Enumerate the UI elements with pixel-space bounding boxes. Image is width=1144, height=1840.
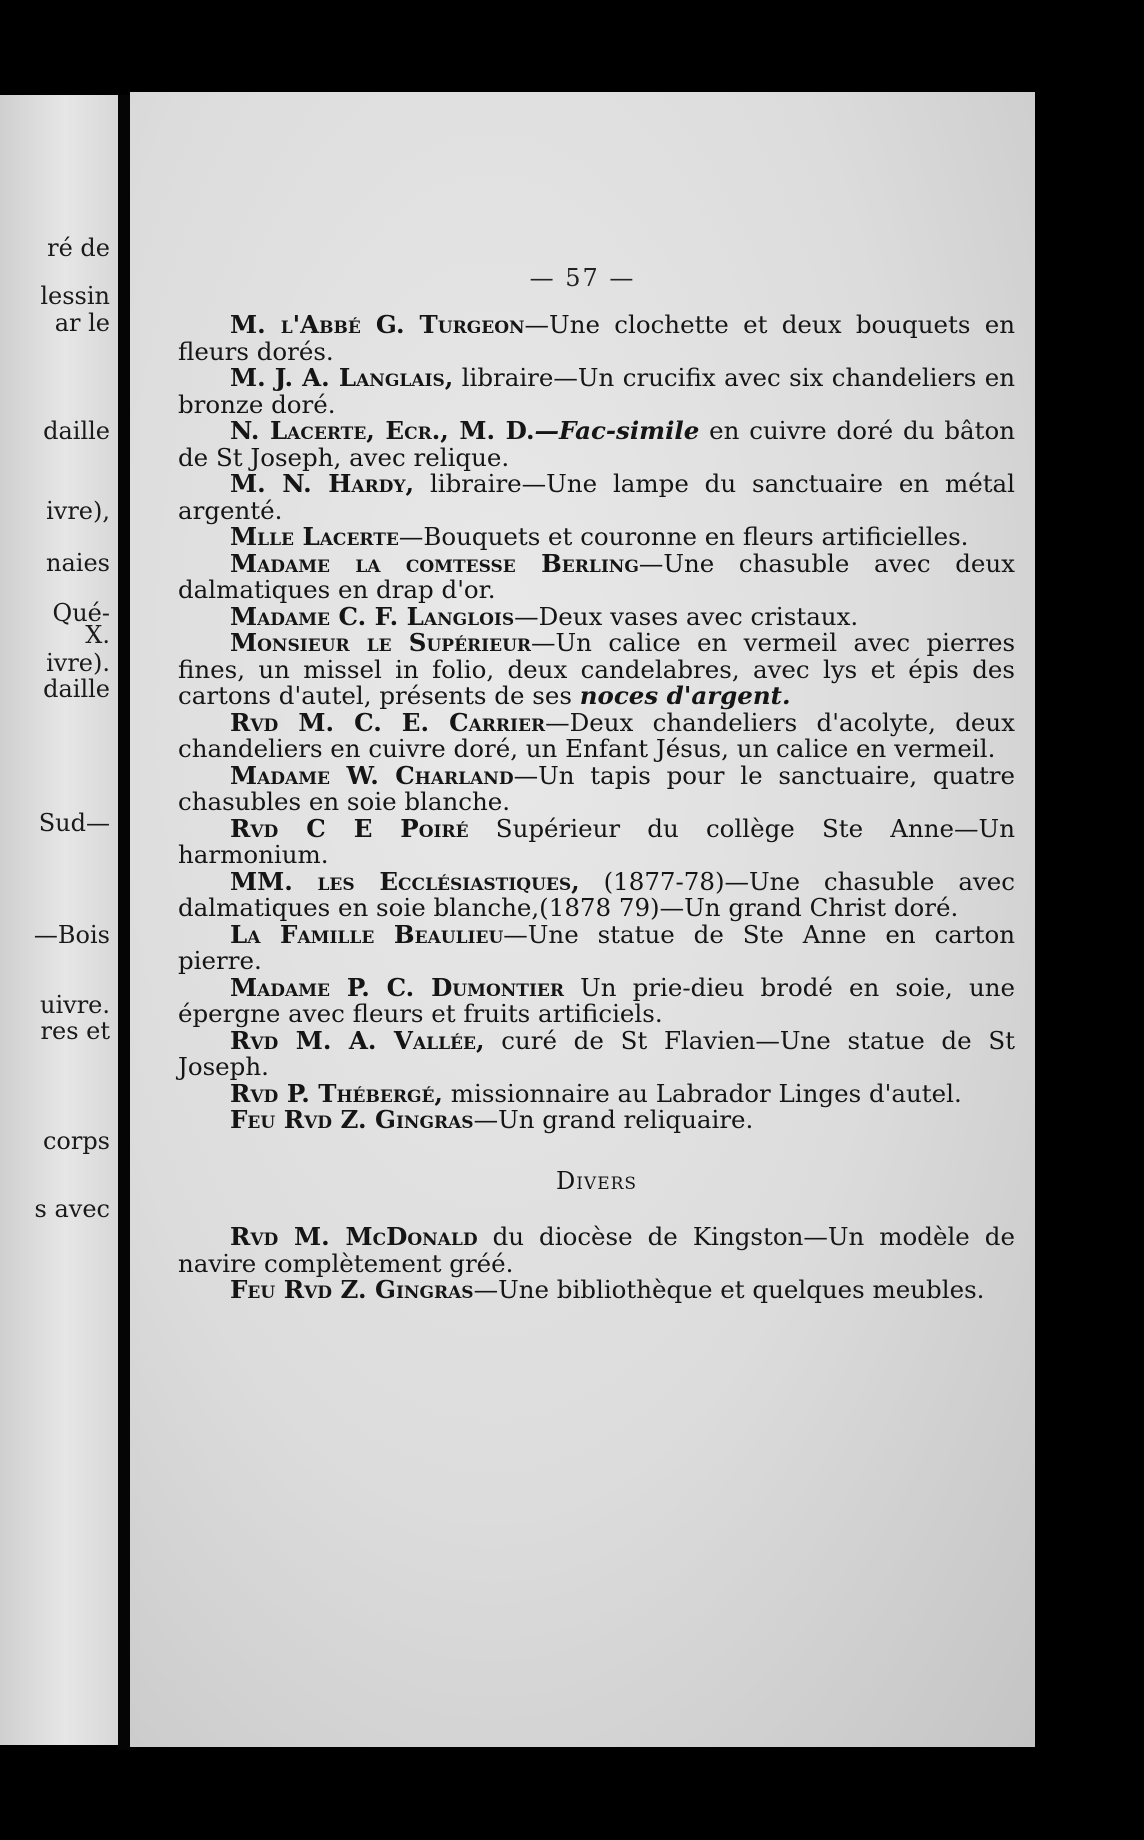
donation-entry xyxy=(178,1277,1015,1304)
donation-text: Un prie-dieu brodé en soie, une épergne avec fleurs et fruits artificiels. xyxy=(178,972,1015,1028)
donation-text: —Deux vases avec cristaux. xyxy=(514,601,859,631)
donation-text: —Une statue de Ste Anne en carton pierre. xyxy=(178,919,1015,975)
donation-entry xyxy=(178,707,1015,763)
donor-name: MM. les Ecclésiastiques, xyxy=(230,866,580,896)
left-page-margin xyxy=(0,95,118,1745)
page-gutter xyxy=(118,95,130,1750)
donation-entry xyxy=(178,760,1016,816)
donation-entry xyxy=(178,418,1015,471)
donor-name: Mlle Lacerte xyxy=(230,522,399,551)
donation-text: —Bouquets et couronne en fleurs artificielles. xyxy=(398,522,969,551)
donor-name: Madame W. Charland xyxy=(230,760,514,790)
donor-name: Rvd M. McDonald xyxy=(230,1222,478,1251)
donation-entry xyxy=(178,1078,1015,1108)
donor-name: Rvd M. C. E. Carrier xyxy=(230,707,546,737)
donation-entry xyxy=(178,1025,1015,1081)
donation-entry xyxy=(178,312,1015,365)
left-page-fragment: —Bois xyxy=(33,921,110,949)
left-page-fragment: s avec xyxy=(34,1195,110,1223)
donation-text: (1877-78)—Une chasuble avec dalmatiques en soie blanche,(1878 79)—Un grand Christ doré. xyxy=(178,866,1015,922)
donation-entry xyxy=(178,919,1015,975)
text-block xyxy=(178,312,1015,1304)
donation-text: Supérieur du collège Ste Anne—Un harmonium. xyxy=(178,813,1015,869)
document-page xyxy=(130,92,1035,1747)
left-page-fragment: daille xyxy=(43,675,110,703)
donation-entry xyxy=(178,365,1015,418)
divers-list xyxy=(178,1224,1015,1304)
donation-text: du diocèse de Kingston—Un modèle de navire complètement gréé. xyxy=(178,1222,1015,1278)
donation-entry xyxy=(178,524,1015,551)
donation-text: —Une chasuble avec deux dalmatiques en drap d'or. xyxy=(178,548,1015,604)
donation-text: missionnaire au Labrador Linges d'autel. xyxy=(442,1078,962,1108)
donor-name: Madame C. F. Langlois xyxy=(230,601,515,631)
donation-text: —Un grand reliquaire. xyxy=(473,1105,754,1134)
donation-entry xyxy=(178,866,1015,922)
donor-name: Madame la comtesse Berling xyxy=(230,548,639,578)
left-page-fragment: Sud— xyxy=(38,809,110,837)
donation-text: —Un tapis pour le sanctuaire, quatre chasubles en soie blanche. xyxy=(178,760,1016,816)
donor-name: Feu Rvd Z. Gingras xyxy=(230,1275,474,1304)
donation-list xyxy=(178,312,1015,1134)
left-page-fragment: ivre). xyxy=(46,649,110,677)
donor-name: Rvd P. Thébergé, xyxy=(230,1078,443,1108)
donation-entry xyxy=(178,1107,1015,1134)
italic-text: —Fac-simile xyxy=(534,416,700,445)
left-page-fragment: corps xyxy=(42,1127,110,1155)
donor-name: M. N. Hardy, xyxy=(230,469,415,498)
donor-name: La Famille Beaulieu xyxy=(230,919,504,949)
donation-entry xyxy=(178,813,1015,869)
donation-text: —Une bibliothèque et quelques meubles. xyxy=(473,1275,985,1304)
italic-text: noces d'argent. xyxy=(579,681,791,710)
donor-name: Madame P. C. Dumontier xyxy=(230,972,564,1002)
left-page-fragment: naies xyxy=(46,549,110,577)
left-page-fragment: lessin xyxy=(40,282,110,310)
donation-text: curé de St Flavien—Une statue de St Joseph. xyxy=(178,1025,1015,1081)
donation-entry xyxy=(178,601,1015,631)
donation-text: —Un calice en vermeil avec pierres fines, un missel in folio, deux candelabres, avec lys et épis des cartons d'autel, présents de ses xyxy=(178,628,1016,710)
left-page-fragment: daille xyxy=(43,417,110,445)
donation-entry xyxy=(178,548,1015,604)
donor-name: N. Lacerte, Ecr., M. D. xyxy=(230,416,535,445)
left-page-fragment: uivre. xyxy=(40,991,110,1019)
left-page-fragment: X. xyxy=(85,621,110,649)
donation-text: libraire—Une lampe du sanctuaire en métal argenté. xyxy=(178,469,1015,525)
donor-name: Rvd C E Poiré xyxy=(230,813,469,843)
donation-text: en cuivre doré du bâton de St Joseph, avec relique. xyxy=(178,416,1015,472)
donation-text: —Deux chandeliers d'acolyte, deux chandeliers en cuivre doré, un Enfant Jésus, un calice en vermeil. xyxy=(178,707,1015,763)
section-title: Divers xyxy=(555,1166,638,1195)
left-page-fragment: res et xyxy=(40,1017,110,1045)
donation-entry xyxy=(178,630,1015,710)
donation-entry xyxy=(178,1224,1015,1277)
donor-name: Monsieur le Supérieur xyxy=(230,628,532,657)
left-page-fragment: ivre), xyxy=(46,497,110,525)
donor-name: M. l'Abbé G. Turgeon xyxy=(230,310,525,339)
donor-name: M. J. A. Langlais, xyxy=(230,363,454,392)
left-page-fragment: Qué- xyxy=(52,599,110,627)
left-page-fragment: ré de xyxy=(47,234,110,262)
donation-entry xyxy=(178,471,1015,524)
donation-entry xyxy=(178,972,1015,1028)
donor-name: Feu Rvd Z. Gingras xyxy=(230,1105,474,1134)
donor-name: Rvd M. A. Vallée, xyxy=(230,1025,485,1055)
donation-text: libraire—Un crucifix avec six chandeliers en bronze doré. xyxy=(178,363,1015,419)
left-page-fragment: ar le xyxy=(54,309,110,337)
donation-text: —Une clochette et deux bouquets en fleurs dorés. xyxy=(178,310,1016,366)
page-number: — 57 — xyxy=(529,264,636,292)
